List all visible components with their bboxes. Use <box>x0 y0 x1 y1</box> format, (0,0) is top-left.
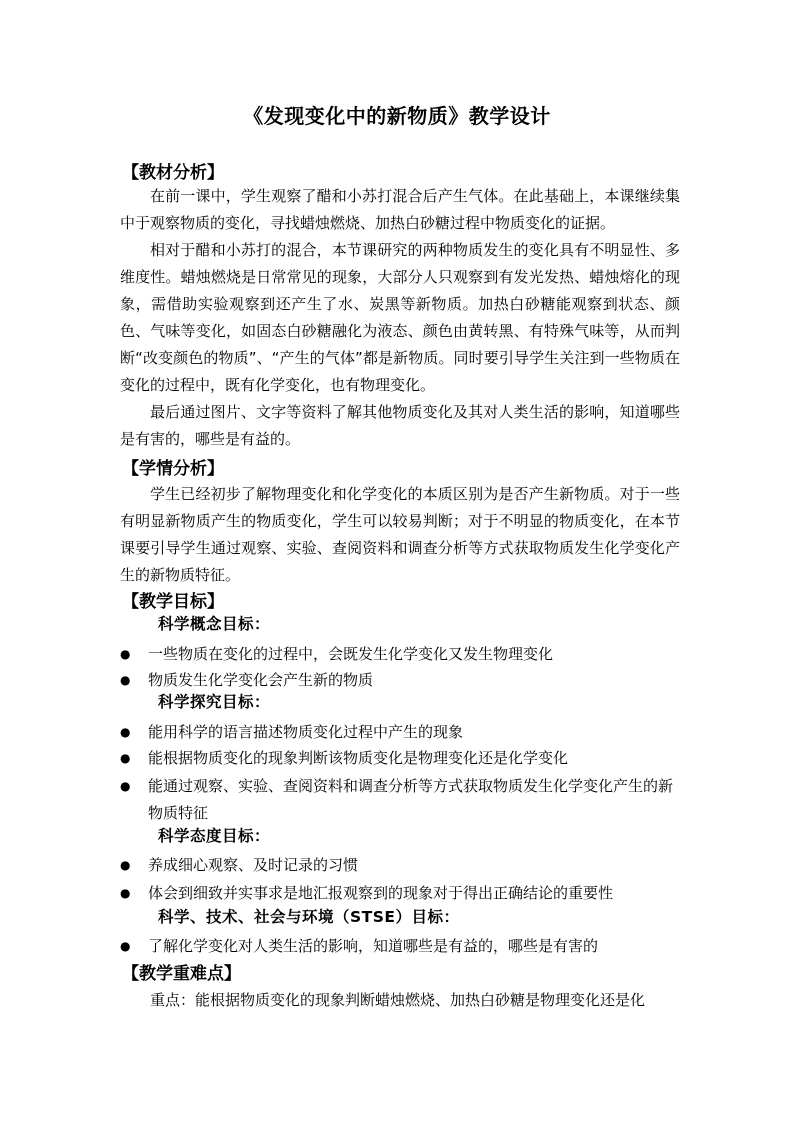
bullet-icon: ● <box>120 779 131 793</box>
goal-concept-label: 科学概念目标： <box>158 615 271 633</box>
document-title: 《发现变化中的新物质》教学设计 <box>243 104 551 128</box>
heading-material-analysis: 【教材分析】 <box>122 163 224 183</box>
bullet-icon: ● <box>120 647 131 661</box>
heading-teaching-goals: 【教学目标】 <box>122 592 224 612</box>
goal-attitude-label: 科学态度目标： <box>158 827 271 845</box>
list-item <box>120 773 680 827</box>
goal-inquiry-label: 科学探究目标： <box>158 693 271 711</box>
bullet-icon: ● <box>120 751 131 765</box>
paragraph-material-3: 最后通过图片、文字等资料了解其他物质变化及其对人类生活的影响，知道哪些是有害的，哪些是有益的。 <box>120 403 680 448</box>
key-points-text: 重点：能根据物质变化的现象判断蜡烛燃烧、加热白砂糖是物理变化还是化 <box>150 991 646 1009</box>
list-item <box>120 719 680 746</box>
heading-key-points: 【教学重难点】 <box>122 964 241 984</box>
bullet-icon: ● <box>120 673 131 687</box>
goal-stse-label: 科学、技术、社会与环境（STSE）目标： <box>158 908 460 926</box>
bullet-icon: ● <box>120 939 131 953</box>
bullet-icon: ● <box>120 886 131 900</box>
list-item <box>120 852 680 879</box>
list-item <box>120 880 680 907</box>
bullet-icon: ● <box>120 725 131 739</box>
paragraph-material-1: 在前一课中，学生观察了醋和小苏打混合后产生气体。在此基础上，本课继续集中于观察物质的变化，寻找蜡烛燃烧、加热白砂糖过程中物质变化的证据。 <box>120 187 680 232</box>
goal-stse-item: 了解化学变化对人类生活的影响，知道哪些是有益的，哪些是有害的 <box>148 937 599 955</box>
bullet-icon: ● <box>120 858 131 872</box>
goal-concept-item: 一些物质在变化的过程中，会既发生化学变化又发生物理变化 <box>148 645 554 663</box>
goal-inquiry-item: 能通过观察、实验、查阅资料和调查分析等方式获取物质发生化学变化产生的新物质特征 <box>148 777 674 822</box>
goal-attitude-item: 体会到细致并实事求是地汇报观察到的现象对于得出正确结论的重要性 <box>148 884 614 902</box>
list-item <box>120 641 680 668</box>
goal-concept-item: 物质发生化学变化会产生新的物质 <box>148 671 374 689</box>
paragraph-students-1: 学生已经初步了解物理变化和化学变化的本质区别为是否产生新物质。对于一些有明显新物质产生的物质变化，学生可以较易判断；对于不明显的物质变化，在本节课要引导学生通过观察、实验、查阅资料和调查分析等方式获取物质发生化学变化产生的新物质特征。 <box>120 485 680 584</box>
list-item <box>120 745 680 772</box>
list-item <box>120 933 680 960</box>
goal-attitude-item: 养成细心观察、及时记录的习惯 <box>148 856 359 874</box>
goal-inquiry-item: 能根据物质变化的现象判断该物质变化是物理变化还是化学变化 <box>148 749 569 767</box>
goal-inquiry-item: 能用科学的语言描述物质变化过程中产生的现象 <box>148 723 464 741</box>
heading-student-analysis: 【学情分析】 <box>122 459 224 479</box>
paragraph-material-2: 相对于醋和小苏打的混合，本节课研究的两种物质发生的变化具有不明显性、多维度性。蜡烛燃烧是日常常见的现象，大部分人只观察到有发光发热、蜡烛熔化的现象，需借助实验观察到还产生了水、炭黑等新物质。加热白砂糖能观察到状态、颜色、气味等变化，如固态白砂糖融化为液态、颜色由黄转黑、有特殊气味等，从而判断“改变颜色的物质”、“产生的气体”都是新物质。同时要引导学生关注到一些物质在变化的过程中，既有化学变化，也有物理变化。 <box>120 241 680 394</box>
